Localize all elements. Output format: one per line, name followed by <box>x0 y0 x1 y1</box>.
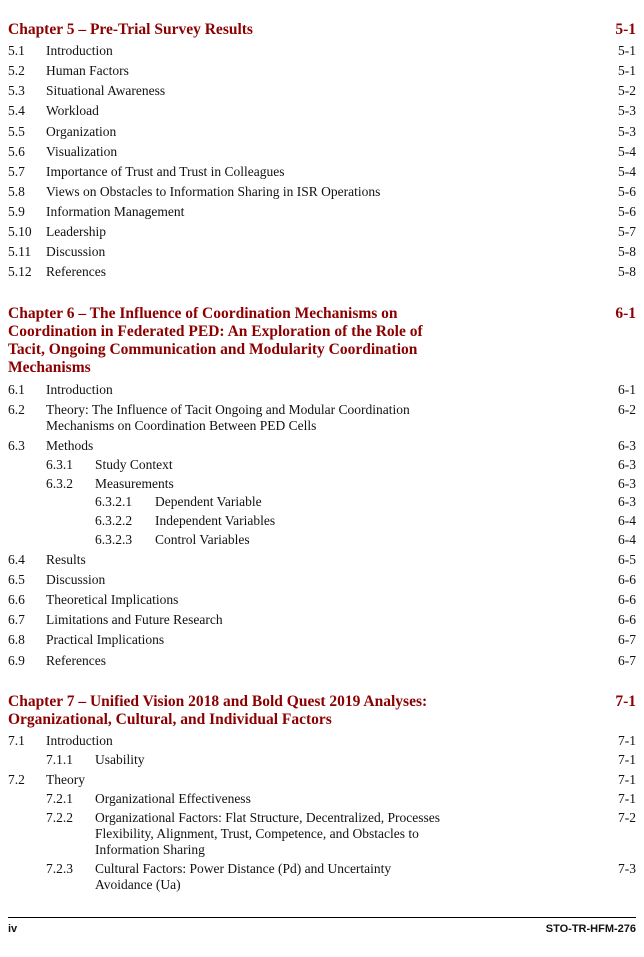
entry-number: 7.2.3 <box>46 861 73 876</box>
chapter-page: 5-1 <box>615 21 636 38</box>
entry-text: Usability <box>95 752 145 767</box>
entry-number: 7.2 <box>8 772 25 787</box>
entry-text: Measurements <box>95 476 174 491</box>
chapter-heading[interactable] <box>8 305 636 377</box>
entry-text: Introduction <box>46 382 113 397</box>
entry-text: Workload <box>46 103 99 118</box>
entry-text: Study Context <box>95 457 173 472</box>
entry-number: 7.2.1 <box>46 791 73 806</box>
entry-number: 5.11 <box>8 244 32 259</box>
entry-page: 6-7 <box>618 653 636 668</box>
entry-number: 5.6 <box>8 144 25 159</box>
entry-number: 6.3.1 <box>46 457 73 472</box>
entry-number: 5.10 <box>8 224 32 239</box>
entry-text: Human Factors <box>46 63 129 78</box>
entry-page: 6-1 <box>618 382 636 397</box>
entry-text: Independent Variables <box>155 513 276 528</box>
entry-number: 6.9 <box>8 653 25 668</box>
entry-text: Methods <box>46 438 94 453</box>
entry-page: 7-1 <box>618 752 636 767</box>
entry-page: 5-8 <box>618 244 636 259</box>
entry-text: Control Variables <box>155 532 250 547</box>
entry-text: Situational Awareness <box>46 83 166 98</box>
entry-number: 6.1 <box>8 382 25 397</box>
entry-page: 6-3 <box>618 494 636 509</box>
page-footer <box>8 923 636 935</box>
entry-page: 6-6 <box>618 612 636 627</box>
entry-page: 6-3 <box>618 457 636 472</box>
entry-number: 6.8 <box>8 632 25 647</box>
entry-text: Limitations and Future Research <box>46 612 223 627</box>
chapter-page: 7-1 <box>615 693 636 710</box>
entry-page: 6-3 <box>618 476 636 491</box>
entry-number: 6.3.2.3 <box>95 532 133 547</box>
entry-text: References <box>46 264 106 279</box>
entry-page: 5-3 <box>618 103 636 118</box>
entry-page: 7-3 <box>618 861 636 876</box>
entry-text: Introduction <box>46 43 113 58</box>
entry-page: 6-7 <box>618 632 636 647</box>
entry-number: 5.1 <box>8 43 25 58</box>
entry-page: 6-3 <box>618 438 636 453</box>
entry-text: Results <box>46 552 86 567</box>
entry-page: 5-6 <box>618 184 636 199</box>
chapter-heading[interactable] <box>8 693 636 729</box>
entry-text: Dependent Variable <box>155 494 262 509</box>
entry-text: References <box>46 653 106 668</box>
entry-number: 6.3.2 <box>46 476 73 491</box>
entry-number: 5.4 <box>8 103 25 118</box>
entry-page: 5-1 <box>618 43 636 58</box>
entry-page: 5-2 <box>618 83 636 98</box>
entry-number: 6.3 <box>8 438 25 453</box>
entry-page: 5-7 <box>618 224 636 239</box>
entry-number: 6.2 <box>8 402 25 417</box>
chapter-heading[interactable] <box>8 21 636 39</box>
entry-page: 5-8 <box>618 264 636 279</box>
chapter-page: 6-1 <box>615 305 636 322</box>
entry-page: 5-3 <box>618 124 636 139</box>
entry-number: 5.9 <box>8 204 25 219</box>
entry-number: 6.3.2.1 <box>95 494 133 509</box>
chapter-5-block <box>8 21 636 39</box>
entry-number: 7.2.2 <box>46 810 73 825</box>
entry-text: Importance of Trust and Trust in Colleagues <box>46 164 285 179</box>
footer-rule <box>8 917 636 918</box>
entry-number: 5.8 <box>8 184 25 199</box>
entry-page: 5-4 <box>618 144 636 159</box>
entry-text: Cultural Factors: Power Distance (Pd) and Uncertainty Avoidance (Ua) <box>95 861 392 892</box>
chapter-title: Chapter 7 – Unified Vision 2018 and Bold Quest 2019 Analyses: Organizational, Cultural, and Individual Factors <box>8 693 428 728</box>
entry-page: 6-2 <box>618 402 636 417</box>
entry-number: 5.3 <box>8 83 25 98</box>
entry-text: Organization <box>46 124 117 139</box>
chapter-7-block <box>8 693 636 729</box>
entry-number: 5.2 <box>8 63 25 78</box>
entry-number: 6.7 <box>8 612 25 627</box>
entry-page: 6-4 <box>618 532 636 547</box>
entry-page: 7-1 <box>618 733 636 748</box>
entry-text: Discussion <box>46 572 106 587</box>
entry-page: 6-6 <box>618 592 636 607</box>
entry-number: 5.12 <box>8 264 32 279</box>
entry-page: 5-4 <box>618 164 636 179</box>
entry-page: 7-1 <box>618 772 636 787</box>
entry-text: Theory: The Influence of Tacit Ongoing and Modular Coordination Mechanisms on Coordination Between PED Cells <box>46 402 410 433</box>
entry-text: Introduction <box>46 733 113 748</box>
footer-page-number: iv <box>8 923 18 935</box>
entry-page: 7-1 <box>618 791 636 806</box>
entry-text: Practical Implications <box>46 632 165 647</box>
entry-number: 6.4 <box>8 552 25 567</box>
entry-text: Views on Obstacles to Information Sharing in ISR Operations <box>46 184 381 199</box>
entry-page: 5-1 <box>618 63 636 78</box>
entry-page: 7-2 <box>618 810 636 825</box>
entry-number: 5.7 <box>8 164 25 179</box>
entry-text: Theory <box>46 772 85 787</box>
entry-text: Organizational Factors: Flat Structure, Decentralized, Processes Flexibility, Alignment, Trust, Competence, and Obstacles to Information Sharing <box>95 810 441 857</box>
footer-doc-id: STO-TR-HFM-276 <box>545 923 636 935</box>
entry-number: 7.1.1 <box>46 752 73 767</box>
entry-text: Leadership <box>46 224 106 239</box>
entry-number: 6.6 <box>8 592 25 607</box>
chapter-6-block <box>8 305 636 377</box>
entry-number: 6.5 <box>8 572 25 587</box>
chapter-title: Chapter 5 – Pre-Trial Survey Results <box>8 21 253 38</box>
entry-number: 5.5 <box>8 124 25 139</box>
entry-text: Visualization <box>46 144 118 159</box>
entry-number: 6.3.2.2 <box>95 513 133 528</box>
entry-page: 6-6 <box>618 572 636 587</box>
entry-page: 5-6 <box>618 204 636 219</box>
entry-text: Information Management <box>46 204 185 219</box>
entry-text: Discussion <box>46 244 106 259</box>
entry-page: 6-5 <box>618 552 636 567</box>
entry-text: Theoretical Implications <box>46 592 179 607</box>
entry-number: 7.1 <box>8 733 25 748</box>
chapter-title: Chapter 6 – The Influence of Coordination Mechanisms on Coordination in Federated PED: An Exploration of the Role of Tacit, Ongoing Communication and Modularity Coordination Mechanisms <box>8 305 423 376</box>
entry-text: Organizational Effectiveness <box>95 791 251 806</box>
entry-page: 6-4 <box>618 513 636 528</box>
